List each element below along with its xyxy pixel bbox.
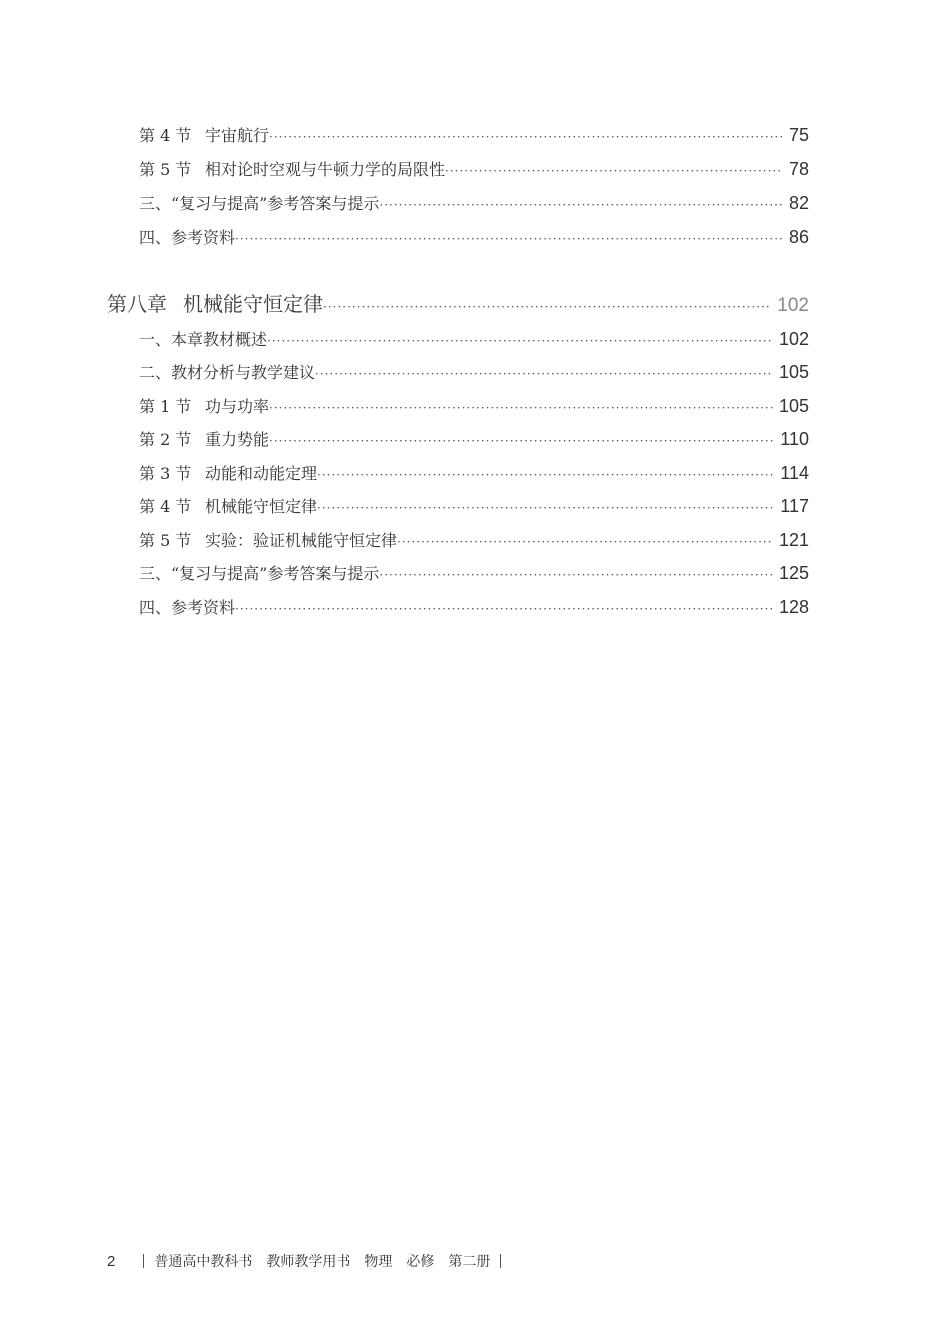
toc-entry[interactable] bbox=[139, 361, 809, 385]
chapter-entry[interactable] bbox=[107, 291, 809, 320]
entry-title: 四、参考资料 bbox=[139, 228, 236, 247]
entry-title: 功与功率 bbox=[205, 397, 270, 416]
toc-entry[interactable] bbox=[139, 158, 809, 182]
footer-subject: 物理 bbox=[364, 1253, 393, 1269]
dot-leader bbox=[317, 497, 774, 519]
footer-page-number: 2 bbox=[107, 1252, 116, 1270]
entry-title: 机械能守恒定律 bbox=[205, 497, 318, 516]
page-number: 82 bbox=[788, 193, 809, 213]
section-number: 第 1 节 bbox=[139, 397, 192, 416]
dot-leader bbox=[269, 126, 783, 148]
page-number: 102 bbox=[778, 329, 809, 349]
entry-title: 一、本章教材概述 bbox=[139, 330, 268, 349]
toc-entry[interactable] bbox=[139, 328, 809, 352]
entry-title: 二、教材分析与教学建议 bbox=[139, 363, 316, 382]
page-number: 117 bbox=[780, 496, 809, 516]
page-number: 125 bbox=[778, 563, 809, 583]
footer-book: 普通高中教科书 bbox=[154, 1253, 253, 1269]
page-footer bbox=[107, 1251, 511, 1271]
section-number: 第 3 节 bbox=[139, 464, 192, 483]
entry-title: 相对论时空观与牛顿力学的局限性 bbox=[205, 160, 446, 179]
page-number: 110 bbox=[780, 429, 809, 449]
entry-title: 重力势能 bbox=[205, 430, 270, 449]
section-number: 第 4 节 bbox=[139, 497, 192, 516]
toc-entry[interactable] bbox=[139, 395, 809, 419]
section-number: 第 4 节 bbox=[139, 126, 192, 145]
entry-title: 四、参考资料 bbox=[139, 598, 236, 617]
footer-divider bbox=[143, 1254, 144, 1268]
page-number: 86 bbox=[788, 227, 809, 247]
chapter-title: 机械能守恒定律 bbox=[183, 292, 323, 316]
dot-leader bbox=[267, 330, 773, 352]
page-number: 105 bbox=[778, 396, 809, 416]
dot-leader bbox=[269, 397, 773, 419]
dot-leader bbox=[235, 228, 783, 250]
entry-title: 三、“复习与提高”参考答案与提示 bbox=[139, 564, 380, 583]
footer-volume: 第二册 bbox=[448, 1253, 491, 1269]
dot-leader bbox=[323, 294, 771, 320]
page-number: 128 bbox=[778, 597, 809, 617]
dot-leader bbox=[379, 564, 773, 586]
toc-entry[interactable] bbox=[139, 462, 809, 486]
toc-entry[interactable] bbox=[139, 226, 809, 250]
dot-leader bbox=[317, 464, 774, 486]
entry-title: 实验：验证机械能守恒定律 bbox=[205, 531, 398, 550]
toc-entry[interactable] bbox=[139, 596, 809, 620]
page-number: 75 bbox=[788, 125, 809, 145]
toc-entry[interactable] bbox=[139, 192, 809, 216]
chapter-number: 第八章 bbox=[107, 292, 167, 316]
entry-title: 三、“复习与提高”参考答案与提示 bbox=[139, 194, 380, 213]
section-number: 第 2 节 bbox=[139, 430, 192, 449]
page-number: 105 bbox=[778, 362, 809, 382]
toc-entry[interactable] bbox=[139, 124, 809, 148]
section-number: 第 5 节 bbox=[139, 160, 192, 179]
chapter-page-number: 102 bbox=[777, 295, 809, 316]
dot-leader bbox=[397, 531, 773, 553]
toc-entry[interactable] bbox=[139, 495, 809, 519]
dot-leader bbox=[269, 430, 774, 452]
dot-leader bbox=[315, 363, 773, 385]
entry-title: 动能和动能定理 bbox=[205, 464, 318, 483]
dot-leader bbox=[379, 194, 783, 216]
page-number: 78 bbox=[788, 159, 809, 179]
dot-leader bbox=[235, 598, 773, 620]
entry-title: 宇宙航行 bbox=[205, 126, 270, 145]
page-number: 121 bbox=[778, 530, 809, 550]
dot-leader bbox=[445, 160, 783, 182]
footer-divider bbox=[500, 1254, 501, 1268]
section-number: 第 5 节 bbox=[139, 531, 192, 550]
page-number: 114 bbox=[780, 463, 809, 483]
toc-entry[interactable] bbox=[139, 428, 809, 452]
footer-type: 教师教学用书 bbox=[266, 1253, 351, 1269]
toc-entry[interactable] bbox=[139, 529, 809, 553]
footer-level: 必修 bbox=[406, 1253, 435, 1269]
toc-entry[interactable] bbox=[139, 562, 809, 586]
